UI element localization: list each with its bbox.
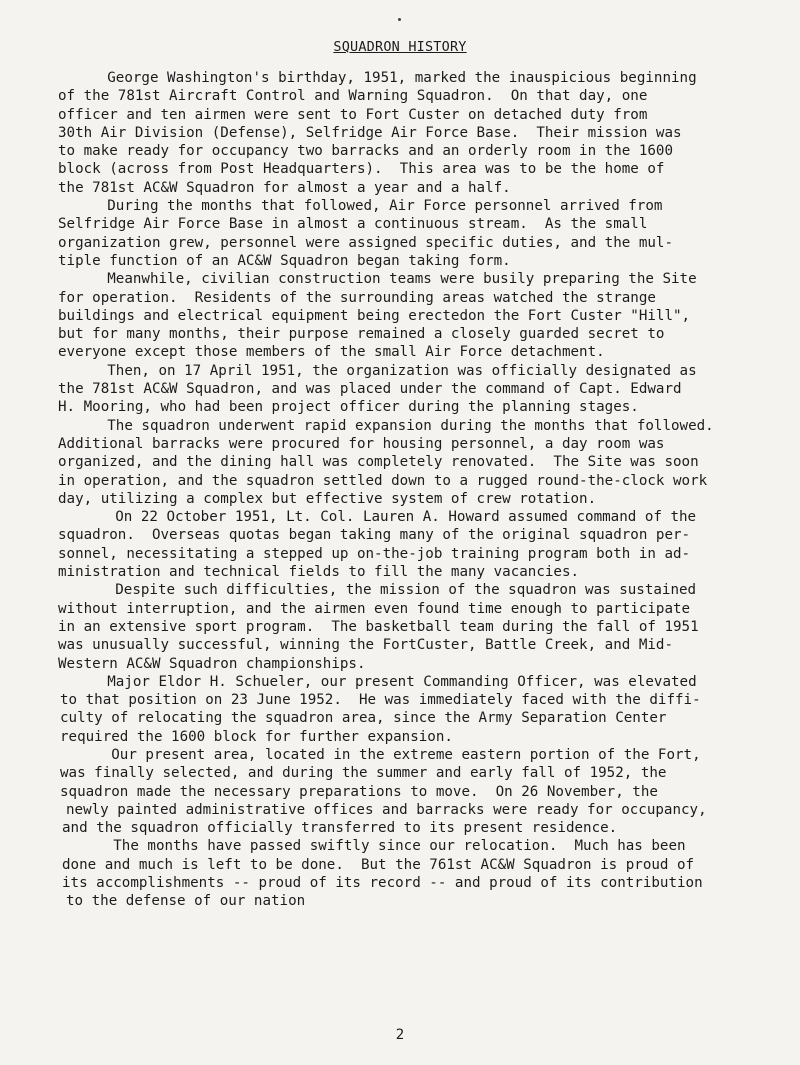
text-line: squadron made the necessary preparations to move. On 26 November, the: [60, 783, 658, 800]
text-line: the 781st AC&W Squadron for almost a year and a half.: [58, 179, 511, 196]
text-line: everyone except those members of the small Air Force detachment.: [58, 344, 605, 361]
text-line: without interruption, and the airmen even found time enough to participate: [58, 600, 691, 617]
text-line: George Washington's birthday, 1951, marked the inauspicious beginning: [56, 70, 697, 86]
text-line: Meanwhile, civilian construction teams were busily preparing the Site: [56, 271, 697, 288]
text-line: was finally selected, and during the summer and early fall of 1952, the: [60, 765, 667, 782]
text-line: organized, and the dining hall was completely renovated. The Site was soon: [58, 454, 699, 471]
text-line: officer and ten airmen were sent to Fort Custer on detached duty from: [58, 106, 648, 123]
text-line: of the 781st Aircraft Control and Warning Squadron. On that day, one: [58, 88, 648, 105]
text-line: ministration and technical fields to fill the many vacancies.: [58, 564, 580, 581]
text-line: the 781st AC&W Squadron, and was placed under the command of Capt. Edward: [58, 381, 682, 398]
text-line: done and much is left to be done. But the 761st AC&W Squadron is proud of: [62, 856, 695, 873]
text-line: H. Mooring, who had been project officer during the planning stages.: [58, 399, 639, 416]
text-line: in an extensive sport program. The basketball team during the fall of 1951: [58, 618, 699, 635]
text-line: culty of relocating the squadron area, since the Army Separation Center: [60, 710, 667, 727]
text-line: tiple function of an AC&W Squadron began taking form.: [58, 252, 511, 269]
text-line: sonnel, necessitating a stepped up on-the-job training program both in ad-: [58, 545, 691, 562]
paper-speck: [398, 18, 401, 21]
text-line: in operation, and the squadron settled down to a rugged round-the-clock work: [58, 472, 708, 489]
text-line: The squadron underwent rapid expansion during the months that followed.: [56, 417, 714, 434]
text-line: During the months that followed, Air Force personnel arrived from: [56, 198, 663, 215]
text-line: for operation. Residents of the surrounding areas watched the strange: [58, 289, 656, 306]
text-line: squadron. Overseas quotas began taking many of the original squadron per-: [58, 527, 691, 544]
text-line: newly painted administrative offices and barracks were ready for occupancy,: [66, 801, 707, 818]
text-line: 30th Air Division (Defense), Selfridge Air Force Base. Their mission was: [58, 124, 682, 141]
text-line: but for many months, their purpose remained a closely guarded secret to: [58, 326, 665, 343]
text-line: On 22 October 1951, Lt. Col. Lauren A. Howard assumed command of the: [64, 509, 697, 526]
text-line: Our present area, located in the extreme eastern portion of the Fort,: [60, 746, 701, 763]
text-line: The months have passed swiftly since our relocation. Much has been: [62, 838, 686, 855]
text-line: to make ready for occupancy two barracks and an orderly room in the 1600: [58, 143, 673, 160]
text-line: to the defense of our nation: [66, 893, 306, 910]
text-line: block (across from Post Headquarters). This area was to be the home of: [58, 161, 665, 178]
text-line: Then, on 17 April 1951, the organization was officially designated as: [56, 362, 697, 379]
text-line: buildings and electrical equipment being erectedon the Fort Custer "Hill",: [58, 307, 691, 324]
text-line: was unusually successful, winning the FortCuster, Battle Creek, and Mid-: [58, 637, 673, 654]
text-line: required the 1600 block for further expansion.: [60, 728, 453, 745]
text-line: Major Eldor H. Schueler, our present Commanding Officer, was elevated: [56, 673, 697, 690]
text-line: Western AC&W Squadron championships.: [58, 655, 366, 672]
text-line: and the squadron officially transferred to its present residence.: [62, 820, 618, 837]
page-title: SQUADRON HISTORY: [333, 39, 467, 55]
text-line: Additional barracks were procured for housing personnel, a day room was: [58, 435, 665, 452]
text-line: its accomplishments -- proud of its record -- and proud of its contribution: [62, 875, 703, 892]
text-line: organization grew, personnel were assigned specific duties, and the mul-: [58, 234, 673, 251]
text-line: day, utilizing a complex but effective system of crew rotation.: [58, 490, 597, 507]
text-line: to that position on 23 June 1952. He was immediately faced with the diffi-: [60, 692, 701, 709]
page-number: 2: [395, 1027, 405, 1043]
text-line: Selfridge Air Force Base in almost a continuous stream. As the small: [58, 216, 648, 233]
text-line: Despite such difficulties, the mission of the squadron was sustained: [64, 582, 697, 599]
document-body: [56, 69, 768, 911]
